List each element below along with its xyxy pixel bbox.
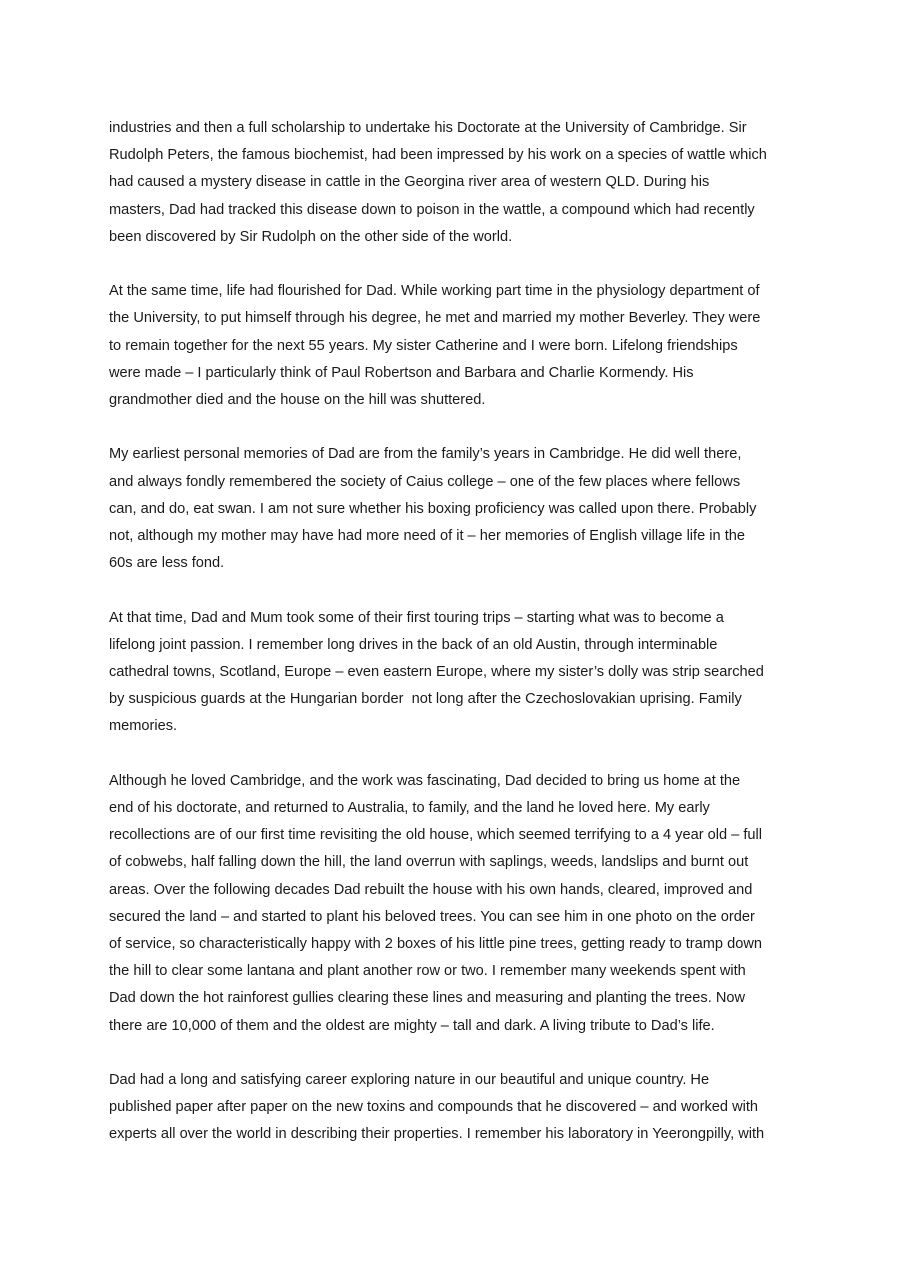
text-line: Although he loved Cambridge, and the work was fascinating, Dad decided to bring us home at the	[109, 772, 741, 789]
text-line: My earliest personal memories of Dad are from the family’s years in Cambridge. He did well there,	[109, 446, 742, 463]
text-line: industries and then a full scholarship to undertake his Doctorate at the University of Cambridge. Sir	[109, 120, 747, 136]
text-line: lifelong joint passion. I remember long drives in the back of an old Austin, through interminable	[109, 636, 718, 653]
paragraph	[109, 441, 799, 577]
text-line: Dad had a long and satisfying career exploring nature in our beautiful and unique country. He	[109, 1072, 710, 1089]
text-line: masters, Dad had tracked this disease down to poison in the wattle, a compound which had recently	[109, 201, 755, 218]
text-line: the University, to put himself through his degree, he met and married my mother Beverley. They were	[109, 310, 761, 327]
text-line: end of his doctorate, and returned to Australia, to family, and the land he loved here. My early	[109, 800, 710, 817]
paragraph	[109, 1067, 799, 1149]
text-line: cathedral towns, Scotland, Europe – even eastern Europe, where my sister’s dolly was strip searched	[109, 664, 764, 681]
text-line: secured the land – and started to plant his beloved trees. You can see him in one photo on the order	[109, 908, 755, 925]
text-line: of cobwebs, half falling down the hill, the land overrun with saplings, weeds, landslips and burnt out	[109, 854, 749, 871]
text-line: and always fondly remembered the society of Caius college – one of the few places where fellows	[109, 473, 741, 490]
text-line: can, and do, eat swan. I am not sure whether his boxing proficiency was called upon there. Probably	[109, 500, 757, 517]
body-text	[109, 115, 799, 1176]
text-line: At that time, Dad and Mum took some of their first touring trips – starting what was to become a	[109, 609, 724, 626]
paragraph	[109, 605, 799, 741]
text-line: 60s are less fond.	[109, 555, 225, 572]
text-line: memories.	[109, 718, 178, 735]
text-line: had caused a mystery disease in cattle in the Georgina river area of western QLD. During his	[109, 174, 710, 191]
text-line: experts all over the world in describing their properties. I remember his laboratory in Yeerongpilly, with	[109, 1126, 765, 1143]
paragraph	[109, 278, 799, 414]
paragraph	[109, 115, 799, 251]
text-line: the hill to clear some lantana and plant another row or two. I remember many weekends spent with	[109, 963, 746, 980]
text-line: At the same time, life had flourished for Dad. While working part time in the physiology department of	[109, 283, 760, 300]
text-line: to remain together for the next 55 years. My sister Catherine and I were born. Lifelong friendships	[109, 337, 738, 354]
text-line: grandmother died and the house on the hill was shuttered.	[109, 392, 486, 409]
text-line: Dad down the hot rainforest gullies clearing these lines and measuring and planting the trees. Now	[109, 990, 746, 1007]
text-line: recollections are of our first time revisiting the old house, which seemed terrifying to a 4 year old – full	[109, 827, 762, 844]
text-line: were made – I particularly think of Paul Robertson and Barbara and Charlie Kormendy. His	[109, 364, 694, 381]
text-line: there are 10,000 of them and the oldest are mighty – tall and dark. A living tribute to Dad’s life.	[109, 1017, 715, 1034]
text-line: Rudolph Peters, the famous biochemist, had been impressed by his work on a species of wattle which	[109, 147, 767, 164]
text-line: by suspicious guards at the Hungarian border not long after the Czechoslovakian uprising. Family	[109, 691, 742, 708]
text-line: been discovered by Sir Rudolph on the other side of the world.	[109, 228, 513, 245]
text-line: of service, so characteristically happy with 2 boxes of his little pine trees, getting ready to tramp down	[109, 936, 762, 953]
text-line: not, although my mother may have had more need of it – her memories of English village life in the	[109, 528, 745, 545]
paragraph	[109, 768, 799, 1040]
text-line: areas. Over the following decades Dad rebuilt the house with his own hands, cleared, improved and	[109, 881, 753, 898]
text-line: published paper after paper on the new toxins and compounds that he discovered – and worked with	[109, 1099, 759, 1116]
